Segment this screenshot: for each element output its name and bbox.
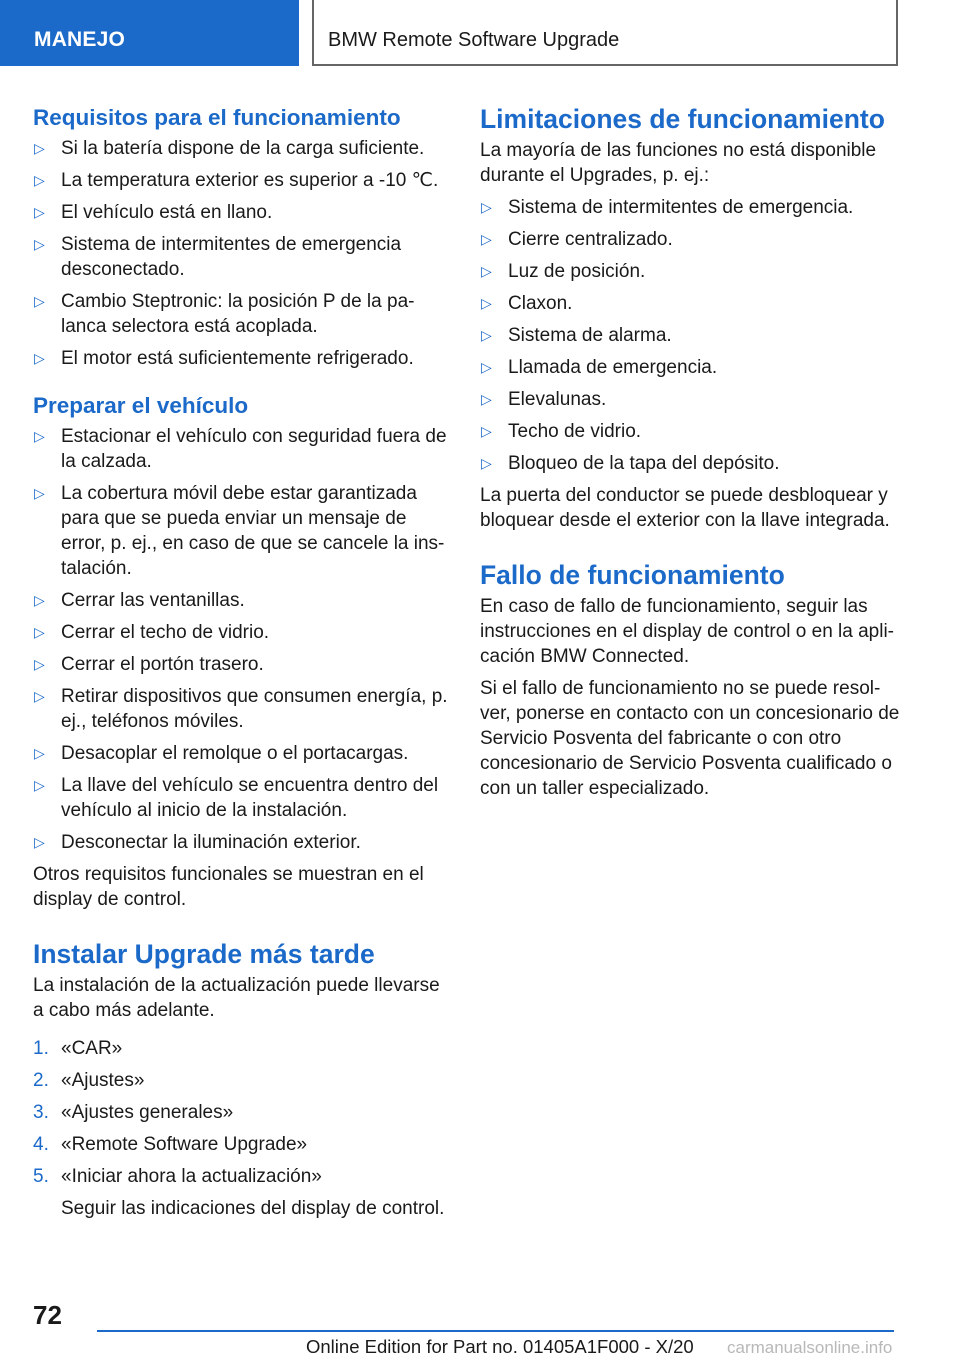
list-item: ▷ Bloqueo de la tapa del depósito. — [481, 453, 780, 474]
triangle-bullet-icon: ▷ — [34, 656, 45, 672]
list-item: ▷ Cerrar las ventanillas. — [34, 590, 245, 611]
list-item: ▷ Cambio Steptronic: la posición P de la pa‐lanca selectora está acoplada. — [34, 291, 415, 337]
heading-fallo: Fallo de funcionamiento — [480, 560, 785, 590]
instalar-followup: Seguir las indicaciones del display de control. — [61, 1198, 445, 1219]
triangle-bullet-icon: ▷ — [34, 428, 45, 444]
triangle-bullet-icon: ▷ — [481, 327, 492, 343]
list-item: ▷ Luz de posición. — [481, 261, 646, 282]
section-tab — [0, 0, 299, 66]
list-item: ▷ Estacionar el vehículo con seguridad fuera de la calzada. — [34, 426, 447, 472]
left-column — [33, 100, 451, 1228]
right-column — [480, 100, 900, 808]
instalar-intro: La instalación de la actualización puede llevarse a cabo más adelante. — [33, 975, 440, 1021]
triangle-bullet-icon: ▷ — [34, 777, 45, 793]
triangle-bullet-icon: ▷ — [481, 455, 492, 471]
list-item: ▷ La llave del vehículo se encuentra dentro del vehículo al inicio de la instalación. — [34, 775, 439, 821]
list-item: ▷ El vehículo está en llano. — [34, 202, 273, 223]
triangle-bullet-icon: ▷ — [34, 140, 45, 156]
triangle-bullet-icon: ▷ — [481, 359, 492, 375]
triangle-bullet-icon: ▷ — [34, 172, 45, 188]
chapter-title: BMW Remote Software Upgrade — [328, 29, 620, 51]
preparar-list — [33, 424, 451, 855]
step-item: 1. «CAR» — [33, 1038, 123, 1059]
triangle-bullet-icon: ▷ — [34, 293, 45, 309]
triangle-bullet-icon: ▷ — [34, 592, 45, 608]
list-item: ▷ Desacoplar el remolque o el portacargas. — [34, 743, 409, 764]
step-item: 4. «Remote Software Upgrade» — [33, 1134, 308, 1155]
footer-divider — [97, 1330, 894, 1332]
list-item: ▷ Retirar dispositivos que consumen energía, p. ej., teléfonos móviles. — [34, 686, 448, 732]
list-item: ▷ Sistema de intermitentes de emergencia. — [481, 197, 854, 218]
list-item: ▷ El motor está suficientemente refrigerado. — [34, 348, 414, 369]
fallo-para-2: Si el fallo de funcionamiento no se puede resol‐ver, ponerse en contacto con un concesionario de Servicio Posventa del fabricante o con otro concesionario de Servicio Posventa cualificado o con un taller especializado. — [480, 678, 900, 799]
triangle-bullet-icon: ▷ — [481, 391, 492, 407]
triangle-bullet-icon: ▷ — [34, 350, 45, 366]
triangle-bullet-icon: ▷ — [34, 236, 45, 252]
fallo-para-1: En caso de fallo de funcionamiento, seguir las instrucciones en el display de control o en la apli‐cación BMW Connected. — [480, 596, 895, 667]
triangle-bullet-icon: ▷ — [481, 199, 492, 215]
section-label: MANEJO — [34, 28, 126, 51]
triangle-bullet-icon: ▷ — [34, 745, 45, 761]
triangle-bullet-icon: ▷ — [34, 624, 45, 640]
watermark: carmanualsonline.info — [727, 1338, 893, 1357]
list-item: ▷ Si la batería dispone de la carga suficiente. — [34, 138, 425, 159]
list-item: ▷ Claxon. — [481, 293, 573, 314]
triangle-bullet-icon: ▷ — [481, 295, 492, 311]
instalar-steps — [33, 1036, 451, 1189]
list-item: ▷ Cerrar el techo de vidrio. — [34, 622, 270, 643]
triangle-bullet-icon: ▷ — [34, 834, 45, 850]
heading-requisitos: Requisitos para el funcionamiento — [33, 105, 401, 130]
list-item: ▷ Sistema de alarma. — [481, 325, 672, 346]
step-item: 5. «Iniciar ahora la actualización» — [33, 1166, 322, 1187]
footer-edition: Online Edition for Part no. 01405A1F000 - X/20 — [306, 1336, 694, 1357]
triangle-bullet-icon: ▷ — [481, 423, 492, 439]
heading-instalar: Instalar Upgrade más tarde — [33, 939, 375, 969]
triangle-bullet-icon: ▷ — [34, 204, 45, 220]
preparar-note: Otros requisitos funcionales se muestran en el display de control. — [33, 864, 424, 910]
page-number: 72 — [33, 1300, 62, 1330]
list-item: ▷ Cerrar el portón trasero. — [34, 654, 264, 675]
list-item: ▷ Desconectar la iluminación exterior. — [34, 832, 361, 853]
heading-preparar: Preparar el vehículo — [33, 393, 249, 418]
triangle-bullet-icon: ▷ — [481, 231, 492, 247]
requisitos-list — [33, 136, 451, 371]
list-item: ▷ Techo de vidrio. — [481, 421, 642, 442]
list-item: ▷ Cierre centralizado. — [481, 229, 673, 250]
list-item: ▷ La temperatura exterior es superior a -10 ℃. — [34, 170, 439, 191]
triangle-bullet-icon: ▷ — [481, 263, 492, 279]
list-item: ▷ Sistema de intermitentes de emergencia desconectado. — [34, 234, 402, 280]
heading-limitaciones: Limitaciones de funcionamiento — [480, 104, 885, 134]
triangle-bullet-icon: ▷ — [34, 485, 45, 501]
limitaciones-list — [480, 195, 900, 476]
step-item: 2. «Ajustes» — [33, 1070, 145, 1091]
chapter-title-box — [312, 0, 898, 66]
list-item: ▷ Llamada de emergencia. — [481, 357, 718, 378]
limitaciones-note: La puerta del conductor se puede desbloquear y bloquear desde el exterior con la llave integrada. — [480, 485, 890, 531]
list-item: ▷ Elevalunas. — [481, 389, 607, 410]
triangle-bullet-icon: ▷ — [34, 688, 45, 704]
step-item: 3. «Ajustes generales» — [33, 1102, 234, 1123]
limitaciones-intro: La mayoría de las funciones no está disponible durante el Upgrades, p. ej.: — [480, 140, 877, 186]
list-item: ▷ La cobertura móvil debe estar garantizada para que se pueda enviar un mensaje de error, p. ej., en caso de que se cancele la ins‐talación. — [34, 483, 445, 579]
